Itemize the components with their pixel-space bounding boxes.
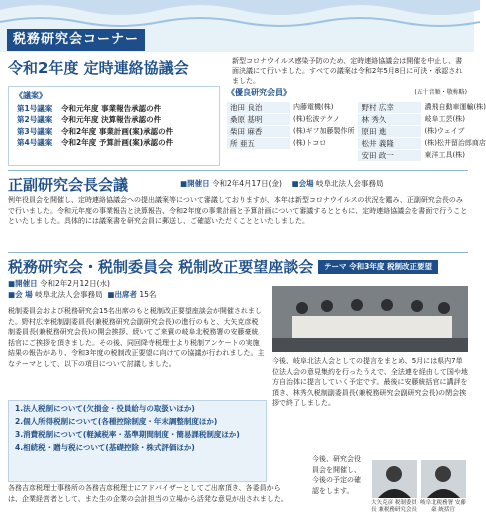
agenda-box — [8, 86, 220, 166]
section1-note: 新型コロナウイルス感染予防のため、定時連絡協議会は開催を中止し、書面決議にて行いました。すべての議案は令和2年5月8日に可決・承認されました。 — [232, 57, 463, 86]
members-header — [227, 86, 467, 100]
member-row — [358, 150, 485, 161]
agenda-heading: 《議案》 — [15, 91, 47, 100]
member-name: 松井 義隆 — [358, 138, 421, 149]
member-row — [227, 102, 354, 113]
meeting-photo-image — [272, 286, 468, 352]
member-name — [227, 150, 290, 161]
agenda-text: 令和2年度 予算計画(案)承認の件 — [61, 138, 174, 148]
section2-title: 正副研究会長会議 — [8, 176, 129, 194]
agenda-text: 令和2年度 事業計画(案)承認の件 — [61, 126, 174, 136]
theme-item: 4.相続税・贈与税について(基礎控除・株式評価ほか) — [15, 443, 195, 453]
section-divider — [8, 252, 468, 253]
member-row — [227, 114, 354, 125]
agenda-item — [17, 138, 219, 149]
section1-title: 令和2年度 定時連絡協議会 — [8, 59, 189, 77]
member-org: (株)ウェイブ — [424, 127, 465, 135]
portrait-image — [421, 460, 466, 498]
members-table — [227, 86, 486, 161]
portrait-caption: 大矢克彦 税制委員長 兼税務研究会長 — [371, 500, 417, 514]
section-divider — [8, 170, 468, 171]
member-org: (株)松井留治郎商店 — [424, 139, 486, 147]
venue-label: ■会場 — [291, 179, 314, 188]
theme-item: 1.法人税制について(欠損金・役員給与の取扱いほか) — [15, 404, 195, 413]
agenda-text: 令和元年度 決算報告承認の件 — [61, 115, 162, 125]
agenda-item — [17, 115, 219, 126]
portrait-photo — [421, 460, 466, 498]
meeting-date: 令和2年2月12日(水) — [39, 279, 110, 288]
theme-item: 3.消費税制について(軽減税率・基準期間制度・簡易課税制度ほか) — [15, 430, 240, 440]
member-name: 原田 進 — [358, 126, 421, 137]
portrait-image — [372, 460, 417, 498]
member-name: 林 秀久 — [358, 114, 421, 125]
section3-meta — [8, 279, 156, 301]
member-name: 池田 良治 — [227, 102, 290, 113]
member-org: 内藤電機(株) — [293, 103, 334, 111]
agenda-number: 第3号議案 — [17, 126, 53, 136]
members-grid — [227, 102, 486, 161]
member-name: 桑原 基明 — [227, 114, 290, 125]
agenda-item — [17, 127, 219, 138]
header-band — [0, 0, 474, 52]
portrait-caption: 岐阜北税務署 安藤豪 統括官 — [420, 500, 466, 514]
section3-right-body: 今後、岐阜北法人会としての提言をまとめ、5月には県内7単位法人会の意見集約を行ったうえで、全法連を経由して国や地方自治体に提言していく予定です。最後に安藤統括官に講評を頂き、林秀久税制副委員長(兼税務研究会副研究会長)の閉会挨拶で終了しました。 — [272, 357, 468, 407]
section2-meta — [180, 179, 383, 189]
themes-box — [8, 400, 267, 482]
member-row — [227, 150, 354, 161]
date-label: ■開催日 — [8, 279, 38, 288]
attendees-count: 15名 — [139, 289, 157, 299]
member-row — [358, 114, 485, 125]
date-label: ■開催日 — [180, 179, 210, 188]
member-org: (株)トコロ — [293, 139, 327, 147]
member-name: 安田 政一 — [358, 150, 421, 161]
member-org: (株)松波テクノ — [293, 115, 341, 123]
member-name: 野村 広幸 — [358, 102, 421, 113]
meeting-date: 令和2年4月17日(金) — [211, 179, 282, 188]
member-row — [358, 126, 485, 137]
member-org: (株)ギフ加藤製作所 — [293, 127, 355, 135]
member-row — [358, 138, 485, 149]
attendees-label: ■出席者 — [107, 289, 137, 299]
portrait-photo — [372, 460, 417, 498]
meeting-photo — [272, 286, 468, 352]
member-row — [227, 138, 354, 149]
section3-body: 税制委員会および税務研究会15名出席のもと税制改正要望座談会が開催されました。野村広幸税制副委員長(兼税務研究会副研究会長)の進行のもと、大矢克彦税制委員長(兼税務研究会長)の開会挨拶、続いてご来賓の岐阜北税務署の安藤豪統括官にご挨拶を頂きました。その後、同回降寺税理士より税制アンケートの実施結果の報告があり、令和3年度の税制改正要望に向けての協議が行われました。主なテーマとして、以下の項目について討議しました。 — [8, 307, 265, 368]
side-note: 今後、研究会役員会を開催し、今後の予定の確認をします。 — [312, 455, 361, 495]
agenda-number: 第2号議案 — [17, 115, 53, 125]
meeting-venue: 岐阜北法人会事務局 — [35, 289, 103, 299]
agenda-number: 第1号議案 — [17, 103, 53, 113]
meeting-venue: 岐阜北法人会事務局 — [315, 179, 384, 188]
member-name: 柴田 麻香 — [227, 126, 290, 137]
members-heading: 《優良研究会員》 — [227, 87, 291, 97]
agenda-number: 第4号議案 — [17, 138, 53, 148]
member-org: 濃飛自動車運輸(株) — [424, 103, 486, 111]
members-order-note: (五十音順・敬称略) — [414, 88, 467, 96]
member-org: 岐阜工芸(株) — [424, 115, 465, 123]
agenda-text: 令和元年度 事業報告承認の件 — [61, 103, 162, 113]
member-row — [227, 126, 354, 137]
section2-body: 例年役員会を開催し、定時連絡協議会への提出議案等について審議しておりますが、本年は新型コロナウイルスの状況を鑑み、正副研究会長のみで行いました。令和元年度の事業報告と決算報告、令和2年度の事業計画と予算計画について審議するとともに、定時連絡協議会を書面で行うことといたしました。具体的には議案書を研究会員に郵送し、ご確認いただくことといたしました。 — [8, 196, 468, 225]
member-name: 所 亜五 — [227, 138, 290, 149]
member-org: 東洋工具(株) — [424, 151, 465, 159]
section3-footer: 各務吉彦税理士事務所の各務吉彦税理士にアドバイザーとしてご出席頂き、各委員からは、企業経営者として、また生の企業の会計担当の立場から活発な意見が出されました。 — [8, 484, 288, 503]
member-org — [290, 150, 293, 161]
corner-title: 税務研究会コーナー — [7, 29, 145, 51]
agenda-item — [17, 104, 219, 115]
member-row — [358, 102, 485, 113]
theme-badge: テーマ 令和3年度 税制改正要望 — [318, 260, 438, 274]
section3-title: 税務研究会・税制委員会 税制改正要望座談会 — [8, 258, 314, 276]
venue-label: ■会 場 — [8, 289, 33, 299]
theme-item: 2.個人所得税制について(各種控除制度・年末調整制度ほか) — [15, 417, 218, 427]
